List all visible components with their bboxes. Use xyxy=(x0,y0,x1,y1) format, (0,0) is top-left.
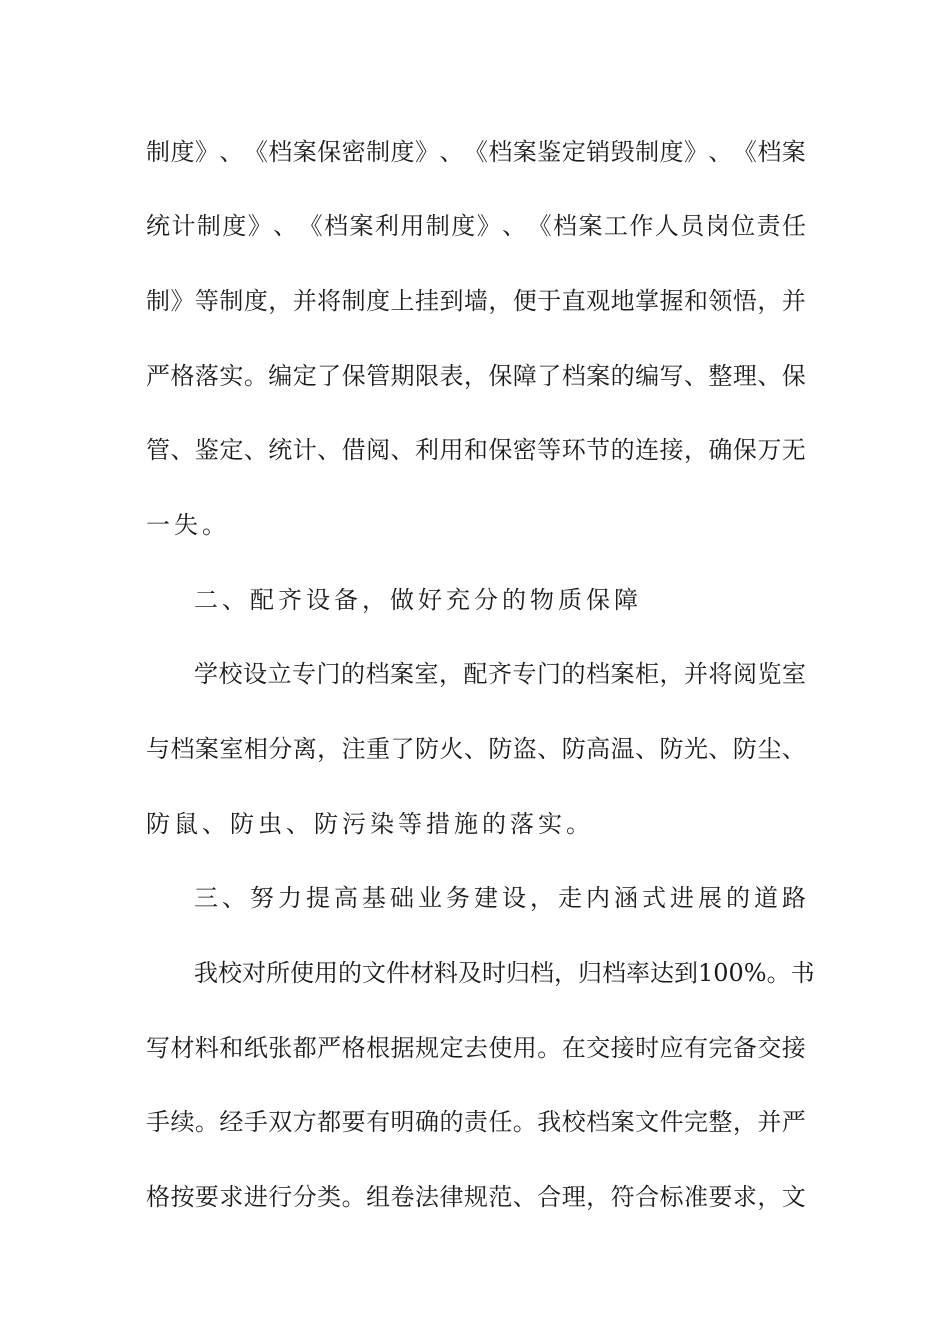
section-heading: 二、配齐设备，做好充分的物质保障 xyxy=(194,586,642,614)
text-line: 管 、 鉴 定 、 统 计 、 借 阅 、 利 用 和 保 密 等 环 节 的 连 接 ， 确 保 万 无 xyxy=(146,436,806,464)
text-line: 严 格 落 实 。 编 定 了 保 管 期 限 表 ， 保 障 了 档 案 的 编 写 、 整 理 、 保 xyxy=(146,362,806,390)
text-line: 制 》 等 制 度 ， 并 将 制 度 上 挂 到 墙 ， 便 于 直 观 地 掌 握 和 领 悟 ， 并 xyxy=(146,287,806,315)
text-line: 与 档 案 室 相 分 离 ， 注 重 了 防 火 、 防 盗 、 防 高 温 、 防 光 、 防 尘 、 xyxy=(146,735,806,763)
text-line: 统 计 制 度 》 、 《 档 案 利 用 制 度 》 、 《 档 案 工 作 人 员 岗 位 责 任 xyxy=(146,212,806,240)
section-heading: 三、努力提高基础业务建设，走内涵式进展的道路 xyxy=(194,884,810,912)
text-line: 防鼠、防虫、防污染等措施的落实。 xyxy=(146,810,594,838)
text-line: 手 续 。 经 手 双 方 都 要 有 明 确 的 责 任 。 我 校 档 案 文 件 完 整 ， 并 严 xyxy=(146,1108,806,1136)
text-line: 写 材 料 和 纸 张 都 严 格 根 据 规 定 去 使 用 。 在 交 接 时 应 有 完 备 交 接 xyxy=(146,1034,806,1062)
text-line: 我 校 对 所 使 用 的 文 件 材 料 及 时 归 档 ， 归 档 率 达 到 100% 。 书 xyxy=(194,959,815,987)
text-line: 学 校 设 立 专 门 的 档 案 室 ， 配 齐 专 门 的 档 案 柜 ， 并 将 阅 览 室 xyxy=(194,660,806,688)
text-line: 格 按 要 求 进 行 分 类 。 组 卷 法 律 规 范 、 合 理 ， 符 合 标 准 要 求 ， 文 xyxy=(146,1183,806,1211)
text-line: 制 度 》 、 《 档 案 保 密 制 度 》 、 《 档 案 鉴 定 销 毁 制 度 》 、 《 档 案 xyxy=(146,138,806,166)
text-line: 一失。 xyxy=(146,511,230,539)
